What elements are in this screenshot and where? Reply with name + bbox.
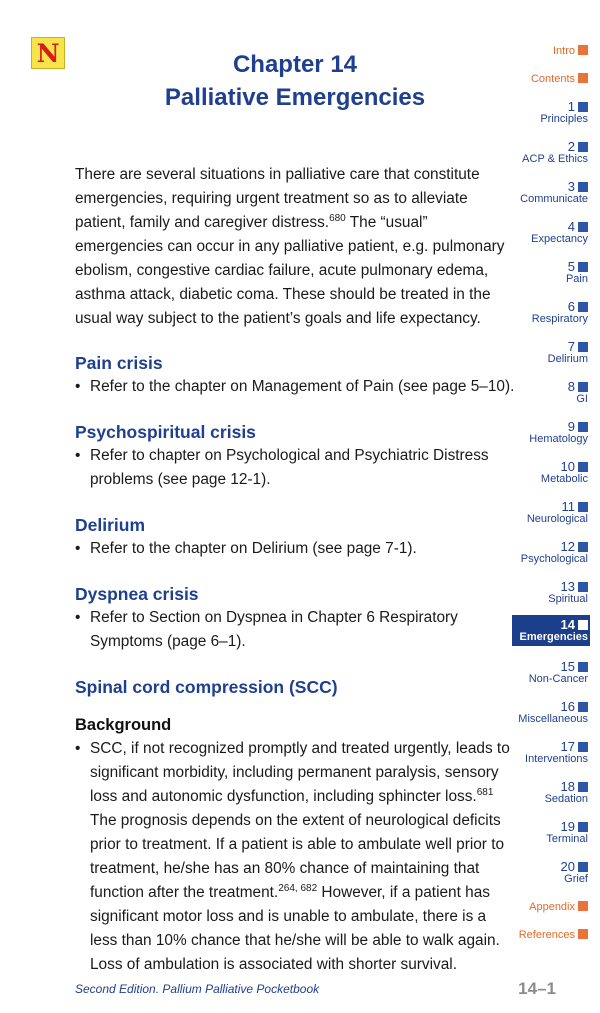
citation-ref: 681 <box>476 786 494 798</box>
sidebar-item-chapter-16[interactable]: 16 Miscellaneous <box>518 699 588 725</box>
heading-delirium: Delirium <box>75 515 146 535</box>
heading-spinal-cord-compression: Spinal cord compression (SCC) <box>75 677 338 697</box>
sidebar-item-appendix[interactable]: Appendix <box>498 901 588 913</box>
sidebar-item-chapter-7[interactable]: 7 Delirium <box>547 339 588 365</box>
main-content <box>75 163 515 977</box>
dyspnea-list <box>75 606 515 654</box>
tab-square-icon <box>578 45 588 55</box>
sidebar-item-chapter-4[interactable]: 4 Expectancy <box>531 219 588 245</box>
tab-square-icon <box>578 342 588 352</box>
sidebar-item-chapter-13[interactable]: 13 Spiritual <box>548 579 588 605</box>
sidebar-item-chapter-9[interactable]: 9 Hematology <box>529 419 588 445</box>
footer-edition: Second Edition. Pallium Palliative Pocketbook <box>75 982 320 996</box>
tab-square-icon <box>578 662 588 672</box>
tab-square-icon <box>578 929 588 939</box>
tab-square-icon <box>578 302 588 312</box>
sidebar-item-chapter-5[interactable]: 5 Pain <box>565 259 588 285</box>
tab-square-icon <box>578 542 588 552</box>
chapter-number: Chapter 14 <box>232 51 358 78</box>
heading-pain-crisis: Pain crisis <box>75 353 163 373</box>
tab-square-icon <box>578 73 588 83</box>
sidebar-item-chapter-1[interactable]: 1 Principles <box>540 99 588 125</box>
list-item: • Refer to the chapter on Delirium (see page 7-1). <box>75 537 515 561</box>
sidebar-item-contents[interactable]: Contents <box>498 73 588 85</box>
tab-square-icon <box>578 182 588 192</box>
heading-psychospiritual-crisis: Psychospiritual crisis <box>75 422 256 442</box>
citation-ref: 264, 682 <box>278 882 318 894</box>
tab-square-icon <box>578 822 588 832</box>
page-title <box>70 48 520 114</box>
tab-square-icon <box>578 782 588 792</box>
tab-square-icon <box>578 620 588 630</box>
tab-square-icon <box>578 102 588 112</box>
sidebar-item-chapter-6[interactable]: 6 Respiratory <box>531 299 588 325</box>
psycho-list <box>75 444 515 492</box>
sidebar-item-chapter-12[interactable]: 12 Psychological <box>520 539 588 565</box>
tab-square-icon <box>578 262 588 272</box>
sidebar-item-chapter-19[interactable]: 19 Terminal <box>546 819 588 845</box>
tab-square-icon <box>578 901 588 911</box>
tab-square-icon <box>578 222 588 232</box>
delirium-list <box>75 537 515 561</box>
tab-square-icon <box>578 502 588 512</box>
tab-square-icon <box>578 422 588 432</box>
sidebar-item-chapter-2[interactable]: 2 ACP & Ethics <box>522 139 588 165</box>
sidebar-item-chapter-8[interactable]: 8 GI <box>567 379 588 405</box>
tab-square-icon <box>578 462 588 472</box>
tab-square-icon <box>578 582 588 592</box>
logo-letter: N <box>36 38 60 68</box>
list-item: • Refer to chapter on Psychological and Psychiatric Distress problems (see page 12-1). <box>75 444 515 492</box>
tab-square-icon <box>578 862 588 872</box>
list-item: • Refer to the chapter on Management of Pain (see page 5–10). <box>75 375 515 399</box>
sidebar-item-chapter-20[interactable]: 20 Grief <box>560 859 588 885</box>
intro-paragraph: There are several situations in palliative care that constitute emergencies, requiring urgent treatment so as to alleviate patient, family and caregiver distress.$^{680}$ The “usual” emergencies can occur in any palliative patient, e.g. pulmonary ebolism, congestive cardiac failure, acute pulmonary edema, asthma attack, diabetic coma. These should be treated in the usual way subject to the patient’s goals and life expectancy. <box>75 166 505 327</box>
sidebar-item-intro[interactable]: Intro <box>498 45 588 57</box>
sidebar-item-chapter-3[interactable]: 3 Communicate <box>520 179 588 205</box>
sidebar-item-chapter-11[interactable]: 11 Neurological <box>526 499 588 525</box>
sidebar-item-references[interactable]: References <box>498 929 588 941</box>
sidebar-item-chapter-18[interactable]: 18 Sedation <box>544 779 588 805</box>
sidebar-item-chapter-17[interactable]: 17 Interventions <box>525 739 588 765</box>
page-number: 14–1 <box>518 979 556 998</box>
tab-square-icon <box>578 702 588 712</box>
subheading-background: Background <box>75 716 172 734</box>
sidebar-item-chapter-10[interactable]: 10 Metabolic <box>540 459 588 485</box>
sidebar-item-chapter-15[interactable]: 15 Non-Cancer <box>528 659 588 685</box>
list-item: • SCC, if not recognized promptly and treated urgently, leads to significant morbidity, including permanent paralysis, sensory loss and autonomic dysfunction, including sphincter loss.$^{681}$ The prognosis depends on the extent of neurological deficits prior to treatment. If a patient is able to ambulate well prior to treatment, he/she has an 80% chance of maintaining that function after the treatment.$^{264, 682}$ However, if a patient has significant motor loss and is unable to ambulate, there is a less than 10% chance that he/she will be able to walk again. Loss of ambulation is associated with shorter survival. <box>75 737 515 977</box>
scc-list <box>75 737 515 977</box>
sidebar-item-chapter-14-active[interactable]: 14 Emergencies <box>512 615 590 646</box>
tab-square-icon <box>578 382 588 392</box>
citation-ref: 680 <box>329 212 346 224</box>
list-item: • Refer to Section on Dyspnea in Chapter 6 Respiratory Symptoms (page 6–1). <box>75 606 515 654</box>
heading-dyspnea-crisis: Dyspnea crisis <box>75 584 199 604</box>
tab-square-icon <box>578 742 588 752</box>
pain-list <box>75 375 515 399</box>
tab-square-icon <box>578 142 588 152</box>
chapter-title: Palliative Emergencies <box>164 84 426 111</box>
pallium-logo <box>31 37 65 69</box>
